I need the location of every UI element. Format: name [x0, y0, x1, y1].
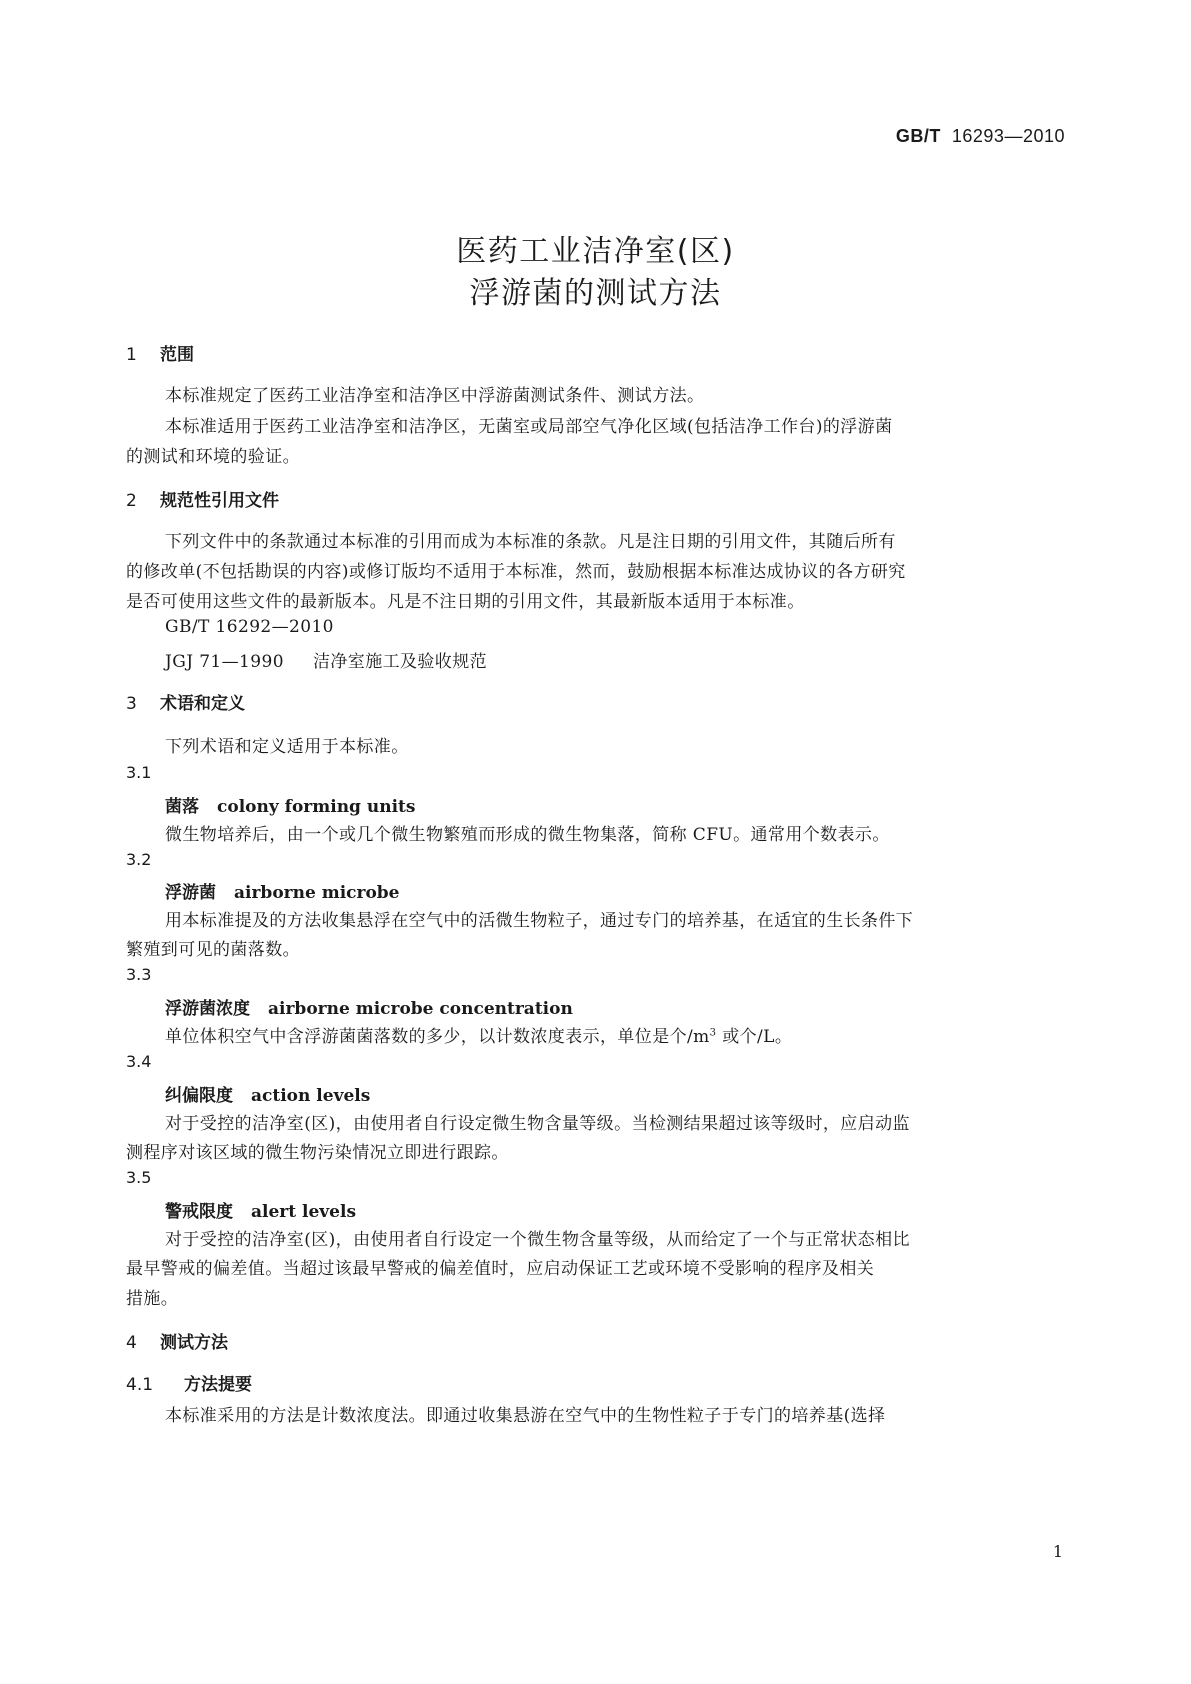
term-3-4-definition-line2: 测程序对该区域的微生物污染情况立即进行跟踪。 [126, 1143, 509, 1163]
section-title: 范围 [160, 345, 194, 365]
normative-reference-2 [165, 647, 487, 672]
term-3-2-definition-line1: 用本标准提及的方法收集悬浮在空气中的活微生物粒子，通过专门的培养基，在适宜的生长条件下 [165, 911, 914, 931]
term-3-4-number: 3.4 [126, 1052, 152, 1071]
section-4-heading [126, 1328, 228, 1353]
section-2-paragraph-line2: 的修改单(不包括勘误的内容)或修订版均不适用于本标准，然而，鼓励根据本标准达成协议的各方研究 [126, 562, 906, 582]
term-chinese: 浮游菌 [165, 883, 216, 903]
term-3-5-number: 3.5 [126, 1168, 152, 1187]
section-2-paragraph-line1: 下列文件中的条款通过本标准的引用而成为本标准的条款。凡是注日期的引用文件，其随后所有 [165, 532, 896, 552]
term-english: airborne microbe concentration [268, 999, 573, 1019]
subsection-number: 4.1 [126, 1375, 154, 1395]
term-3-2-number: 3.2 [126, 850, 152, 869]
term-3-1-definition: 微生物培养后，由一个或几个微生物繁殖而形成的微生物集落，简称 CFU。通常用个数表示。 [165, 825, 890, 845]
section-title: 术语和定义 [160, 694, 245, 714]
term-english: alert levels [251, 1202, 357, 1222]
document-id-number: 16293—2010 [951, 126, 1065, 146]
term-3-3-definition [165, 1022, 792, 1047]
document-id [896, 126, 1065, 147]
section-1-paragraph-2-line1: 本标准适用于医药工业洁净室和洁净区，无菌室或局部空气净化区域(包括洁净工作台)的浮游菌 [165, 417, 893, 437]
term-3-4-definition-line1: 对于受控的洁净室(区)，由使用者自行设定微生物含量等级。当检测结果超过该等级时，应启动监 [165, 1114, 910, 1134]
term-chinese: 警戒限度 [165, 1202, 233, 1222]
term-3-4-title [165, 1081, 370, 1106]
reference-code: JGJ 71—1990 [165, 652, 284, 672]
section-3-intro: 下列术语和定义适用于本标准。 [165, 737, 409, 757]
section-1-heading [126, 340, 194, 365]
document-title-line2: 浮游菌的测试方法 [469, 276, 722, 311]
unit-superscript: 3 [709, 1027, 717, 1039]
section-1-paragraph-2-line2: 的测试和环境的验证。 [126, 447, 300, 467]
term-3-2-definition-line2: 繁殖到可见的菌落数。 [126, 940, 300, 960]
term-3-2-title [165, 878, 400, 903]
term-chinese: 菌落 [165, 797, 199, 817]
section-3-heading [126, 689, 245, 714]
subsection-title: 方法提要 [184, 1375, 252, 1395]
definition-text: 单位体积空气中含浮游菌菌落数的多少，以计数浓度表示，单位是个/m [165, 1027, 710, 1047]
section-4-1-paragraph: 本标准采用的方法是计数浓度法。即通过收集悬游在空气中的生物性粒子于专门的培养基(选择 [165, 1406, 886, 1426]
section-1-paragraph-1: 本标准规定了医药工业洁净室和洁净区中浮游菌测试条件、测试方法。 [165, 386, 705, 406]
term-3-5-definition-line3: 措施。 [126, 1289, 179, 1309]
section-number: 4 [126, 1333, 137, 1353]
normative-reference-1: GB/T 16292—2010 [165, 617, 334, 637]
section-number: 2 [126, 491, 137, 511]
term-english: colony forming units [217, 797, 416, 817]
section-2-paragraph-line3: 是否可使用这些文件的最新版本。凡是不注日期的引用文件，其最新版本适用于本标准。 [126, 592, 805, 612]
term-english: airborne microbe [234, 883, 400, 903]
section-number: 1 [126, 345, 137, 365]
term-chinese: 浮游菌浓度 [165, 999, 250, 1019]
definition-tail: 或个/L。 [716, 1027, 793, 1047]
term-chinese: 纠偏限度 [165, 1086, 233, 1106]
document-title-line1: 医药工业洁净室(区) [456, 234, 735, 269]
term-3-3-title [165, 994, 573, 1019]
reference-title: 洁净室施工及验收规范 [313, 652, 487, 672]
term-3-3-number: 3.3 [126, 965, 152, 984]
section-title: 测试方法 [160, 1333, 228, 1353]
term-3-1-number: 3.1 [126, 763, 152, 782]
term-3-1-title [165, 792, 415, 817]
section-number: 3 [126, 694, 137, 714]
term-english: action levels [251, 1086, 371, 1106]
section-2-heading [126, 486, 279, 511]
page-number: 1 [1052, 1542, 1063, 1561]
term-3-5-definition-line2: 最早警戒的偏差值。当超过该最早警戒的偏差值时，应启动保证工艺或环境不受影响的程序及相关 [126, 1259, 875, 1279]
term-3-5-definition-line1: 对于受控的洁净室(区)，由使用者自行设定一个微生物含量等级，从而给定了一个与正常状态相比 [165, 1230, 910, 1250]
document-id-prefix: GB/T [895, 126, 941, 146]
section-4-1-heading [126, 1370, 252, 1395]
term-3-5-title [165, 1197, 356, 1222]
section-title: 规范性引用文件 [160, 491, 279, 511]
